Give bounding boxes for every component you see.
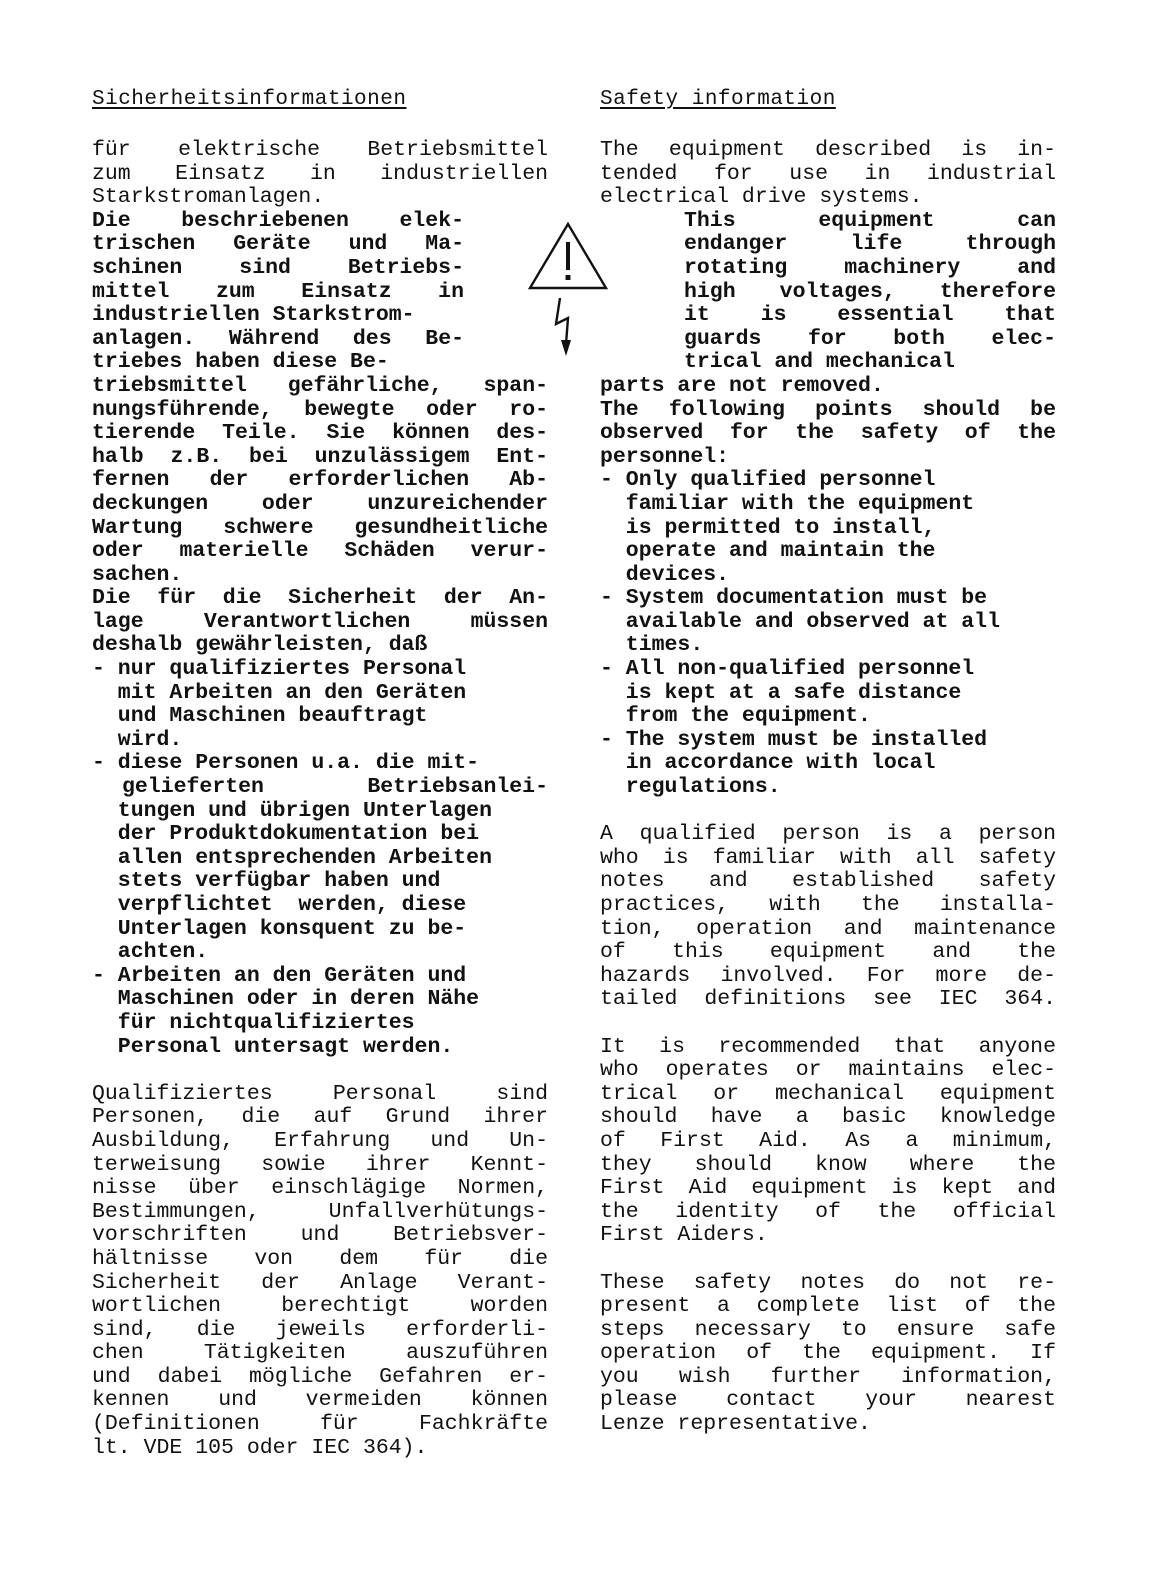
text-line: [600, 1248, 1056, 1272]
text-line: they should know where the: [600, 1152, 1056, 1177]
text-line: First Aiders.: [600, 1223, 768, 1248]
text-line: should have a basic knowledge: [600, 1105, 1056, 1130]
text-line: trischen Geräte und Ma-: [92, 232, 464, 257]
text-line: tended for use in industrial: [600, 161, 1056, 186]
text-line: regulations.: [600, 775, 781, 800]
text-line: devices.: [600, 562, 730, 587]
text-line: [600, 800, 1056, 824]
text-line: the identity of the official: [600, 1199, 1056, 1224]
text-line: you wish further information,: [600, 1364, 1056, 1389]
text-line: of this equipment and the: [600, 940, 1056, 965]
text-line: terweisung sowie ihrer Kennt-: [92, 1152, 548, 1177]
text-line: wortlichen berechtigt worden: [92, 1294, 548, 1319]
text-line: für nichtqualifiziertes: [92, 1010, 415, 1035]
text-line: observed for the safety of the: [600, 421, 1056, 446]
text-line: hältnisse von dem für die: [92, 1246, 548, 1271]
text-line: Unterlagen konsquent zu be-: [92, 916, 467, 941]
text-line: please contact your nearest: [600, 1388, 1056, 1413]
text-line: in accordance with local: [600, 751, 936, 776]
text-line: schinen sind Betriebs-: [92, 255, 464, 280]
text-line: lage Verantwortlichen müssen: [92, 609, 548, 634]
text-line: rotating machinery and: [684, 255, 1056, 280]
warning-triangle-icon: [526, 218, 610, 358]
text-line: mittel zum Einsatz in: [92, 279, 464, 304]
text-line: (Definitionen für Fachkräfte: [92, 1412, 548, 1437]
german-heading: Sicherheitsinformationen: [92, 88, 407, 111]
text-line: Die beschriebenen elek-: [92, 208, 464, 233]
text-line: is kept at a safe distance: [600, 680, 962, 705]
text-line: tungen und übrigen Unterlagen: [92, 798, 492, 823]
text-line: hazards involved. For more de-: [600, 963, 1056, 988]
text-line: triebes haben diese Be-: [92, 350, 389, 375]
text-line: steps necessary to ensure safe: [600, 1317, 1056, 1342]
text-line: - Arbeiten an den Geräten und: [92, 963, 467, 988]
text-line: trical and mechanical: [684, 350, 955, 375]
text-line: familiar with the equipment: [600, 491, 975, 516]
text-line: The following points should be: [600, 397, 1056, 422]
text-line: - diese Personen u.a. die mit-: [92, 751, 480, 776]
text-line: halb z.B. bei unzulässigem Ent-: [92, 444, 548, 469]
text-line: anlagen. Während des Be-: [92, 326, 464, 351]
text-line: is permitted to install,: [600, 515, 936, 540]
text-line: operate and maintain the: [600, 539, 936, 564]
text-line: Starkstromanlagen.: [92, 185, 325, 210]
text-line: kennen und vermeiden können: [92, 1388, 548, 1413]
text-line: The equipment described is in-: [600, 138, 1056, 162]
text-line: mit Arbeiten an den Geräten: [92, 680, 467, 705]
text-line: This equipment can: [684, 208, 1056, 233]
text-line: chen Tätigkeiten auszuführen: [92, 1341, 548, 1366]
english-column: [600, 88, 1056, 1437]
text-line: guards for both elec-: [684, 326, 1056, 351]
text-line: sind, die jeweils erforderli-: [92, 1317, 548, 1342]
text-line: - The system must be installed: [600, 727, 988, 752]
text-line: - All non-qualified personnel: [600, 657, 975, 682]
text-line: of First Aid. As a minimum,: [600, 1128, 1056, 1153]
text-line: - System documentation must be: [600, 586, 988, 611]
text-line: tierende Teile. Sie können des-: [92, 421, 548, 446]
text-line: deckungen oder unzureichender: [92, 491, 548, 516]
text-line: stets verfügbar haben und: [92, 869, 441, 894]
text-line: Wartung schwere gesundheitliche: [92, 515, 548, 540]
text-line: lt. VDE 105 oder IEC 364).: [92, 1435, 428, 1460]
english-text: [600, 139, 1056, 1437]
text-line: Personal untersagt werden.: [92, 1034, 454, 1059]
text-line: personnel:: [600, 444, 730, 469]
text-line: sachen.: [92, 562, 183, 587]
text-line: deshalb gewährleisten, daß: [92, 633, 428, 658]
text-line: zum Einsatz in industriellen: [92, 161, 548, 186]
text-line: It is recommended that anyone: [600, 1034, 1056, 1059]
text-line: industriellen Starkstrom-: [92, 303, 415, 328]
text-line: high voltages, therefore: [684, 279, 1056, 304]
text-line: tion, operation and maintenance: [600, 916, 1056, 941]
text-line: und Maschinen beauftragt: [92, 704, 428, 729]
text-line: First Aid equipment is kept and: [600, 1176, 1056, 1201]
text-line: Ausbildung, Erfahrung und Un-: [92, 1128, 548, 1153]
text-line: [92, 1059, 548, 1083]
german-text: [92, 139, 548, 1460]
text-line: [600, 1012, 1056, 1036]
text-line: - nur qualifiziertes Personal: [92, 657, 467, 682]
text-line: who is familiar with all safety: [600, 845, 1056, 870]
text-line: from the equipment.: [600, 704, 871, 729]
text-line: operation of the equipment. If: [600, 1341, 1056, 1366]
text-line: für elektrische Betriebsmittel: [92, 138, 548, 162]
german-column: [92, 88, 548, 1460]
english-heading: Safety information: [600, 88, 836, 111]
text-line: Die für die Sicherheit der An-: [92, 586, 548, 611]
text-line: present a complete list of the: [600, 1294, 1056, 1319]
text-line: Qualifiziertes Personal sind: [92, 1081, 548, 1106]
text-line: endanger life through: [684, 232, 1056, 257]
text-line: allen entsprechenden Arbeiten: [92, 845, 492, 870]
text-line: parts are not removed.: [600, 373, 884, 398]
text-line: Lenze representative.: [600, 1412, 871, 1437]
text-line: who operates or maintains elec-: [600, 1058, 1056, 1083]
text-line: tailed definitions see IEC 364.: [600, 987, 1056, 1012]
text-line: available and observed at all: [600, 609, 1000, 634]
text-line: Maschinen oder in deren Nähe: [92, 987, 480, 1012]
text-line: vorschriften und Betriebsver-: [92, 1223, 548, 1248]
text-line: practices, with the installa-: [600, 893, 1056, 917]
text-line: nisse über einschlägige Normen,: [92, 1176, 548, 1201]
text-line: Bestimmungen, Unfallverhütungs-: [92, 1199, 548, 1224]
text-line: wird.: [92, 727, 183, 752]
text-line: verpflichtet werden, diese: [92, 893, 467, 917]
text-line: it is essential that: [684, 303, 1056, 328]
text-line: und dabei mögliche Gefahren er-: [92, 1364, 548, 1389]
text-line: A qualified person is a person: [600, 822, 1056, 847]
text-line: Personen, die auf Grund ihrer: [92, 1105, 548, 1130]
text-line: Sicherheit der Anlage Verant-: [92, 1270, 548, 1295]
text-line: der Produktdokumentation bei: [92, 822, 480, 847]
text-line: - Only qualified personnel: [600, 468, 936, 493]
lightning-icon: [556, 298, 571, 356]
text-line: times.: [600, 633, 704, 658]
text-line: gelieferten Betriebsanlei-: [122, 775, 548, 800]
text-line: nungsführende, bewegte oder ro-: [92, 397, 548, 422]
text-line: These safety notes do not re-: [600, 1270, 1056, 1295]
text-line: oder materielle Schäden verur-: [92, 539, 548, 564]
text-line: electrical drive systems.: [600, 185, 923, 210]
text-line: fernen der erforderlichen Ab-: [92, 468, 548, 493]
text-line: notes and established safety: [600, 869, 1056, 894]
text-line: triebsmittel gefährliche, span-: [92, 373, 548, 398]
text-line: achten.: [92, 940, 209, 965]
text-line: trical or mechanical equipment: [600, 1081, 1056, 1106]
